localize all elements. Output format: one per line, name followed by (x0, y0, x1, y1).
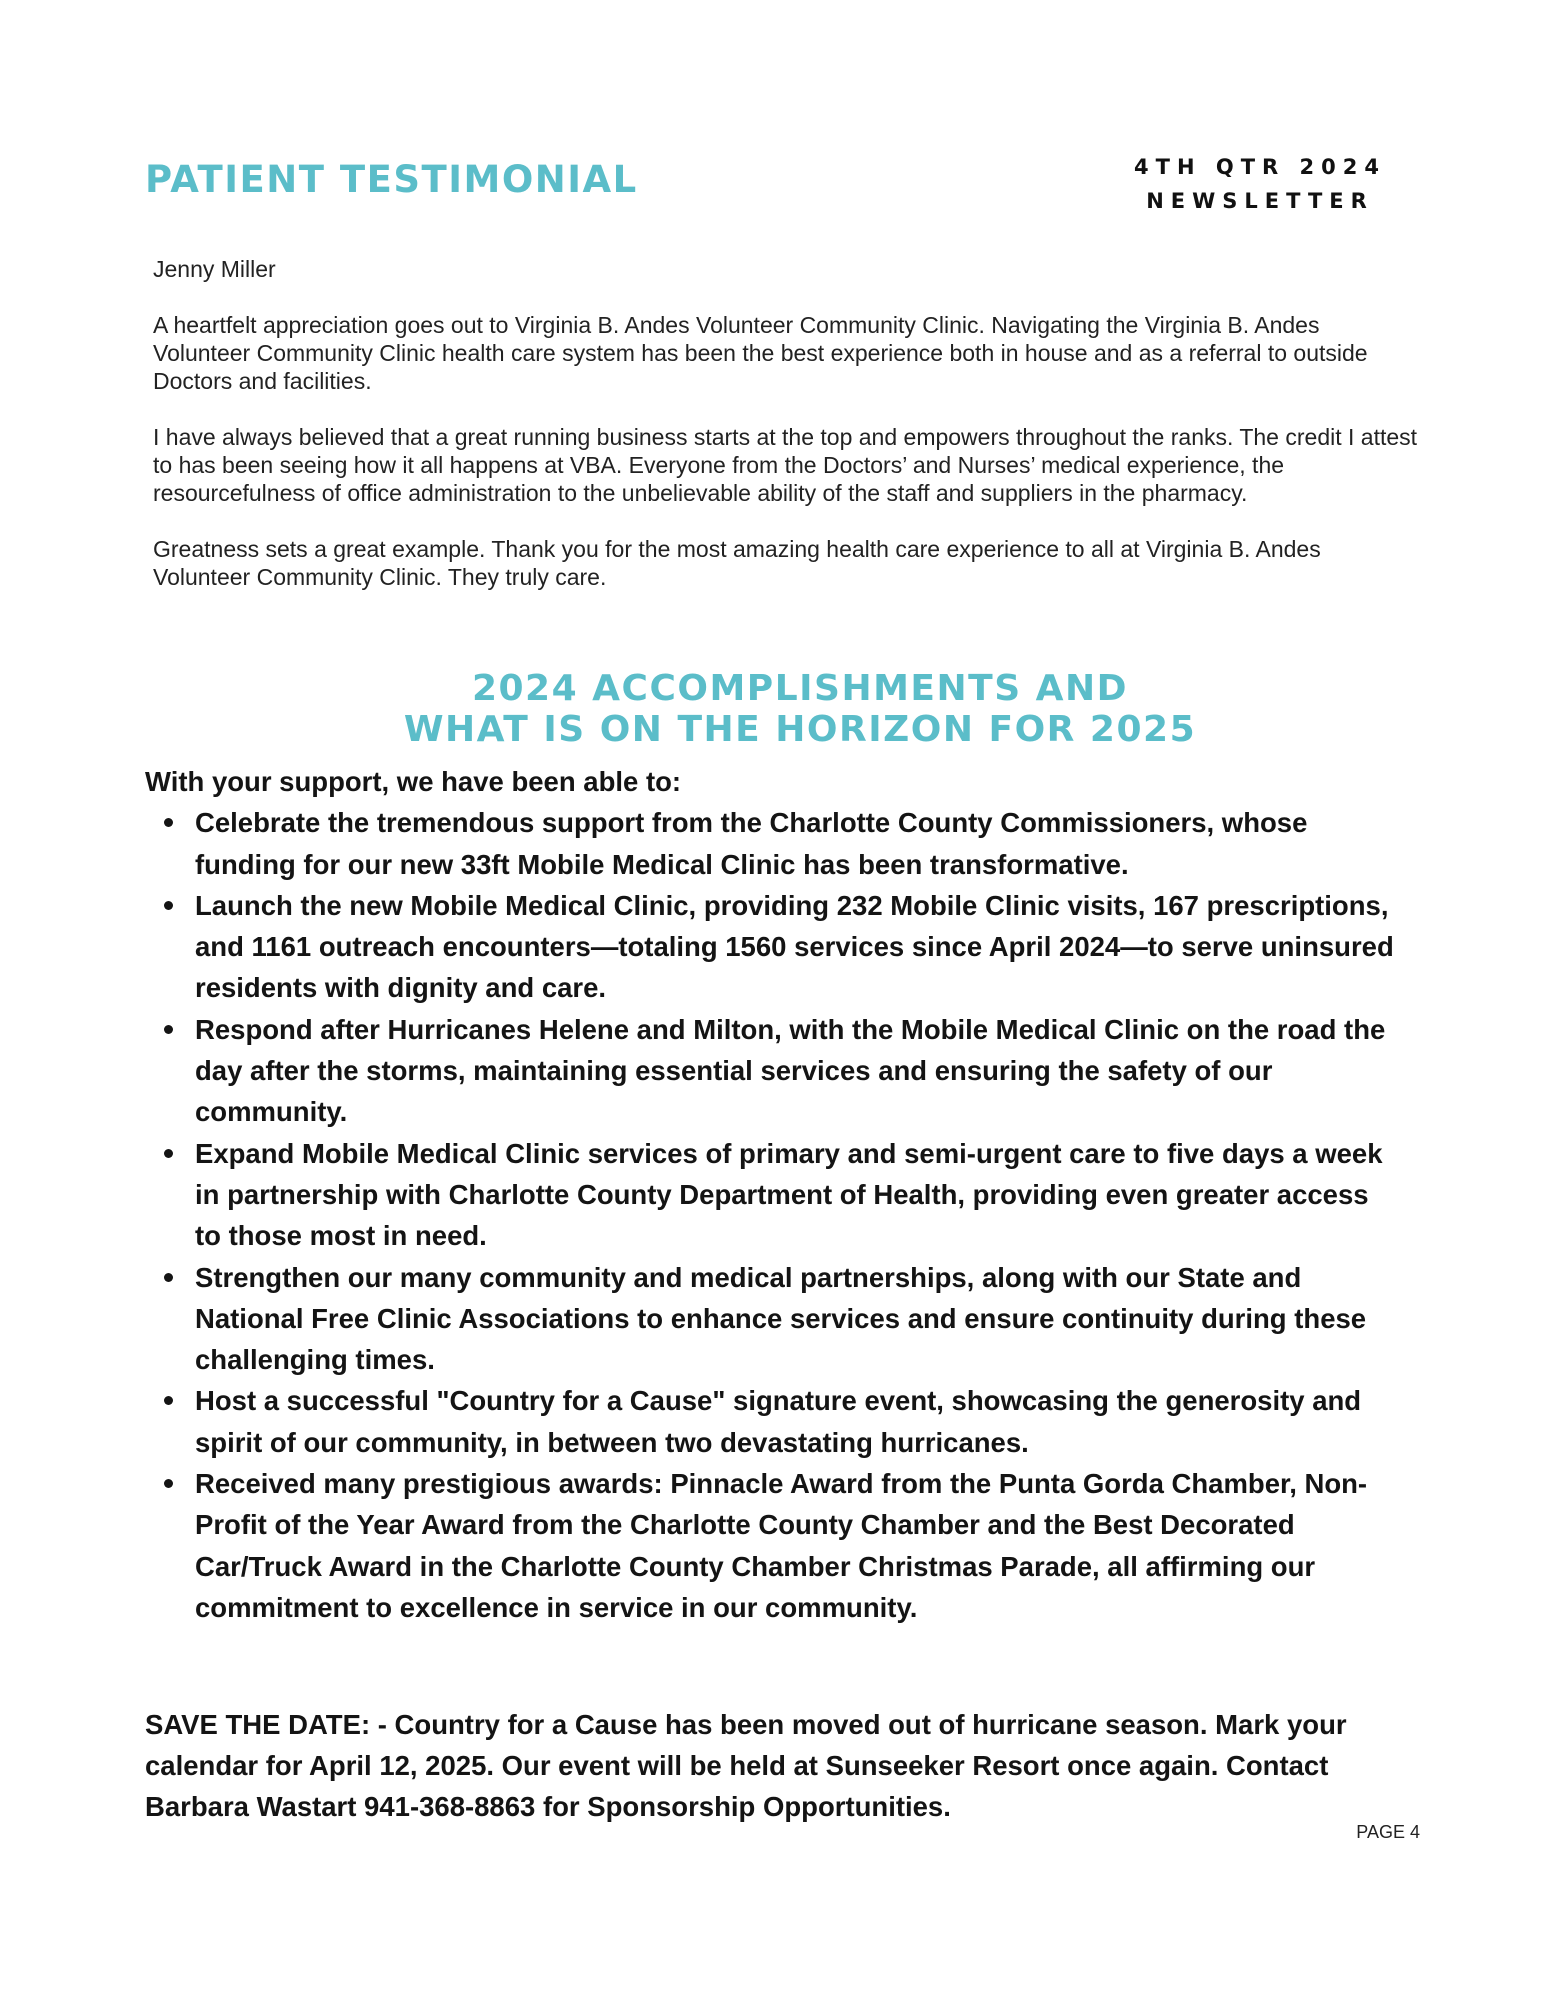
bullet-icon (164, 1273, 173, 1282)
accomplishments-list (145, 802, 1395, 1628)
bullet-icon (164, 1149, 173, 1158)
testimonial-paragraph: A heartfelt appreciation goes out to Virginia B. Andes Volunteer Community Clinic. Navigating the Virginia B. Andes Volunteer Community Clinic health care system has been the best experience both in house and as a referral to outside Doctors and facilities. (153, 312, 1368, 394)
testimonial-paragraph: I have always believed that a great running business starts at the top and empowers throughout the ranks. The credit I attest to has been seeing how it all happens at VBA. Everyone from the Doctors’ and Nurses’ medical experience, the resourcefulness of office administration to the unbelievable ability of the staff and suppliers in the pharmacy. (153, 424, 1418, 506)
section-title: PATIENT TESTIMONIAL (145, 158, 638, 201)
issue-quarter: 4TH QTR 2024 (1134, 155, 1386, 179)
issue-type: NEWSLETTER (1146, 189, 1374, 213)
list-item (195, 1463, 1395, 1628)
accomplishments-title-line: WHAT IS ON THE HORIZON FOR 2025 (403, 709, 1197, 750)
list-item (195, 1133, 1395, 1257)
issue-label (1110, 150, 1410, 218)
list-item-text: Respond after Hurricanes Helene and Milton, with the Mobile Medical Clinic on the road the day after the storms, maintaining essential services and ensuring the safety of our community. (195, 1013, 1386, 1128)
testimonial-author: Jenny Miller (153, 256, 276, 282)
save-the-date: SAVE THE DATE: - Country for a Cause has been moved out of hurricane season. Mark your calendar for April 12, 2025. Our event will be held at Sunseeker Resort once again. Contact Barbara Wastart 941-368-8863 for Sponsorship Opportunities. (145, 1709, 1347, 1822)
list-item (195, 802, 1395, 885)
list-item-text: Expand Mobile Medical Clinic services of primary and semi-urgent care to five days a week in partnership with Charlotte County Department of Health, providing even greater access to those most in need. (195, 1137, 1383, 1252)
list-item (195, 885, 1395, 1009)
bullet-icon (164, 1396, 173, 1405)
accomplishments-section (145, 761, 1395, 1628)
testimonial-body (153, 255, 1423, 619)
testimonial-paragraph: Greatness sets a great example. Thank you for the most amazing health care experience to all at Virginia B. Andes Volunteer Community Clinic. They truly care. (153, 536, 1321, 590)
page-number: PAGE 4 (1356, 1822, 1420, 1842)
list-item (195, 1009, 1395, 1133)
list-item (195, 1257, 1395, 1381)
list-item-text: Host a successful "Country for a Cause" signature event, showcasing the generosity and spirit of our community, in between two devastating hurricanes. (195, 1385, 1362, 1458)
list-item-text: Celebrate the tremendous support from the Charlotte County Commissioners, whose funding for our new 33ft Mobile Medical Clinic has been transformative. (195, 807, 1308, 880)
accomplishments-title (0, 668, 1545, 750)
list-item-text: Strengthen our many community and medical partnerships, along with our State and National Free Clinic Associations to enhance services and ensure continuity during these challenging times. (195, 1261, 1367, 1376)
accomplishments-intro: With your support, we have been able to: (145, 766, 682, 797)
bullet-icon (164, 1479, 173, 1488)
list-item-text: Launch the new Mobile Medical Clinic, providing 232 Mobile Clinic visits, 167 prescriptions, and 1161 outreach encounters—totaling 1560 services since April 2024—to serve uninsured residents with dignity and care. (195, 889, 1394, 1004)
bullet-icon (164, 1025, 173, 1034)
accomplishments-title-line: 2024 ACCOMPLISHMENTS AND (471, 668, 1129, 709)
bullet-icon (164, 818, 173, 827)
list-item (195, 1380, 1395, 1463)
bullet-icon (164, 901, 173, 910)
list-item-text: Received many prestigious awards: Pinnacle Award from the Punta Gorda Chamber, Non-Profit of the Year Award from the Charlotte County Chamber and the Best Decorated Car/Truck Award in the Charlotte County Chamber Christmas Parade, all affirming our commitment to excellence in service in our community. (195, 1468, 1368, 1623)
